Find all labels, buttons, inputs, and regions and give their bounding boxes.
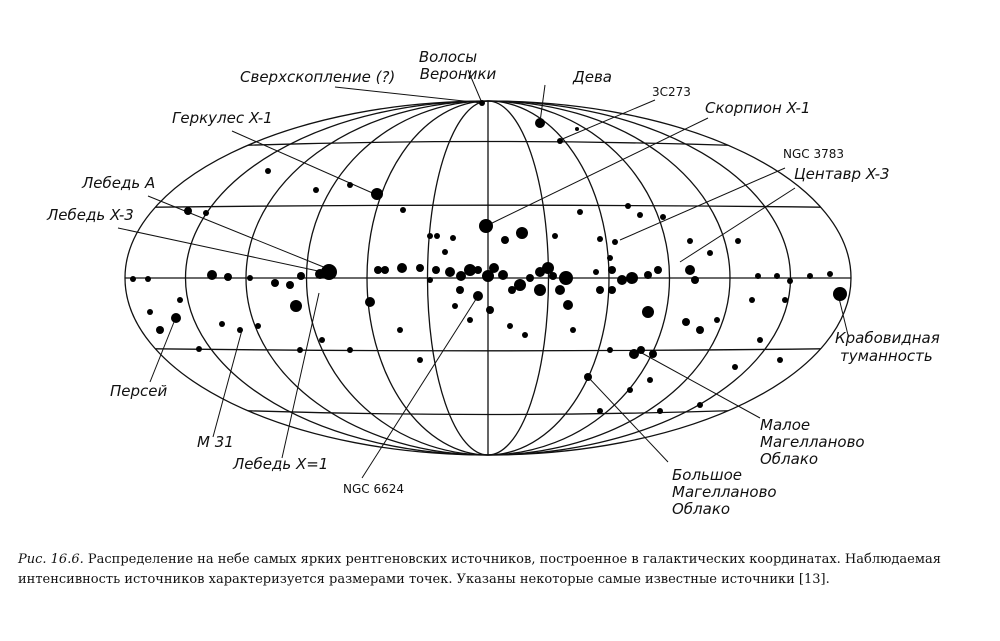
x-ray-source-dot: [549, 272, 557, 280]
x-ray-source-dot: [171, 313, 181, 323]
x-ray-source-dot: [749, 297, 755, 303]
x-ray-source-dot: [255, 323, 261, 329]
x-ray-source-dot: [313, 187, 319, 193]
x-ray-source-dot: [696, 326, 704, 334]
x-ray-source-dot: [833, 287, 847, 301]
x-ray-source-dot: [557, 138, 563, 144]
x-ray-source-dot: [427, 233, 433, 239]
x-ray-source-dot: [416, 264, 424, 272]
label-hair-line2: Вероники: [419, 65, 497, 83]
x-ray-source-dot: [782, 297, 788, 303]
x-ray-source-dot: [627, 387, 633, 393]
x-ray-source-dot: [224, 273, 232, 281]
x-ray-source-dot: [626, 272, 638, 284]
x-ray-source-dot: [685, 265, 695, 275]
x-ray-source-dot: [534, 284, 546, 296]
leader-line: [213, 330, 242, 437]
x-ray-source-dot: [777, 357, 783, 363]
x-ray-source-dot: [381, 266, 389, 274]
x-ray-source-dot: [827, 271, 833, 277]
x-ray-source-dot: [575, 127, 579, 131]
label-supercluster: Сверхскопление (?): [240, 68, 396, 86]
x-ray-source-dot: [130, 276, 136, 282]
x-ray-source-dot: [482, 270, 494, 282]
x-ray-source-dot: [774, 273, 780, 279]
x-ray-source-dot: [319, 337, 325, 343]
x-ray-source-dot: [535, 118, 545, 128]
x-ray-source-dot: [286, 281, 294, 289]
label-smc-line2: Магелланово: [760, 433, 865, 451]
x-ray-source-dot: [593, 269, 599, 275]
x-ray-source-dot: [649, 350, 657, 358]
x-ray-source-dot: [516, 227, 528, 239]
x-ray-source-dot: [660, 214, 666, 220]
label-crab-line2: туманность: [840, 347, 933, 365]
x-ray-source-dot: [196, 346, 202, 352]
x-ray-source-dot: [535, 267, 545, 277]
x-ray-source-dot: [707, 250, 713, 256]
x-ray-source-dot: [184, 207, 192, 215]
x-ray-source-dot: [597, 408, 603, 414]
x-ray-source-dot: [507, 323, 513, 329]
leader-line: [620, 168, 785, 240]
figure-caption: [18, 550, 983, 590]
x-ray-source-dot: [682, 318, 690, 326]
x-ray-source-dot: [732, 364, 738, 370]
label-smc-line1: Малое: [760, 416, 811, 434]
x-ray-source-dot: [203, 210, 209, 216]
x-ray-source-dot: [445, 267, 455, 277]
x-ray-source-dot: [526, 274, 534, 282]
x-ray-source-dot: [397, 263, 407, 273]
x-ray-source-dot: [247, 275, 253, 281]
label-lmc-line3: Облако: [672, 500, 731, 518]
x-ray-source-dot: [612, 239, 618, 245]
label-centaurus-x3: Центавр X-3: [794, 165, 890, 183]
label-ngc6624: NGC 6624: [343, 482, 405, 496]
x-ray-source-dot: [755, 273, 761, 279]
x-ray-source-dot: [570, 327, 576, 333]
x-ray-source-dot: [371, 188, 383, 200]
x-ray-source-dot: [697, 402, 703, 408]
x-ray-source-dot: [290, 300, 302, 312]
leader-line: [680, 188, 795, 262]
label-cygnus-x3: Лебедь X-3: [47, 206, 134, 224]
x-ray-source-dot: [608, 266, 616, 274]
label-crab-line1: Крабовидная: [835, 329, 940, 347]
x-ray-source-dot: [597, 236, 603, 242]
x-ray-source-dot: [714, 317, 720, 323]
x-ray-source-dot: [400, 207, 406, 213]
x-ray-source-dot: [456, 271, 466, 281]
label-cygnus-x1: Лебедь X=1: [233, 455, 329, 473]
x-ray-source-dot: [644, 271, 652, 279]
x-ray-source-dot: [486, 306, 494, 314]
x-ray-source-dot: [397, 327, 403, 333]
x-ray-source-dot: [467, 317, 473, 323]
leader-line: [640, 352, 760, 418]
label-hercules-x1: Геркулес X-1: [172, 109, 273, 127]
x-ray-source-dot: [456, 286, 464, 294]
x-ray-source-dot: [807, 273, 813, 279]
x-ray-source-dot: [522, 332, 528, 338]
x-ray-source-dot: [479, 219, 493, 233]
x-ray-source-dot: [297, 347, 303, 353]
x-ray-source-dot: [147, 309, 153, 315]
label-3c273: 3C273: [652, 85, 691, 99]
x-ray-source-dot: [691, 276, 699, 284]
x-ray-source-dot: [498, 270, 508, 280]
x-ray-source-dot: [654, 266, 662, 274]
x-ray-source-dot: [596, 286, 604, 294]
x-ray-source-dot: [145, 276, 151, 282]
x-ray-source-dot: [347, 347, 353, 353]
x-ray-source-dot: [757, 337, 763, 343]
label-cygnus-a: Лебедь А: [82, 174, 156, 192]
leader-line: [232, 131, 377, 195]
x-ray-source-dot: [374, 266, 382, 274]
caption-text: Распределение на небе самых ярких рентгеновских источников, построенное в галактических координатах. Наблюдаемая интенсивность источников характеризуется размерами точек. Указаны некоторые самые известные источники [13].: [18, 552, 941, 587]
x-ray-source-dot: [508, 286, 516, 294]
label-ngc3783: NGC 3783: [783, 147, 845, 161]
x-ray-source-dot: [657, 408, 663, 414]
x-ray-source-dot: [647, 377, 653, 383]
x-ray-source-dot: [642, 306, 654, 318]
x-ray-source-dot: [607, 255, 613, 261]
leader-line: [335, 87, 482, 103]
x-ray-source-dot: [617, 275, 627, 285]
x-ray-source-dot: [365, 297, 375, 307]
x-ray-source-dot: [474, 266, 482, 274]
x-ray-source-dot: [552, 233, 558, 239]
x-ray-source-dot: [442, 249, 448, 255]
x-ray-source-dot: [432, 266, 440, 274]
x-ray-source-dot: [735, 238, 741, 244]
x-ray-source-dot: [473, 291, 483, 301]
x-ray-source-dot: [452, 303, 458, 309]
x-ray-source-dot: [637, 346, 645, 354]
label-smc-line3: Облако: [760, 450, 819, 468]
label-perseus: Персей: [110, 382, 168, 400]
x-ray-source-dot: [687, 238, 693, 244]
x-ray-source-dot: [450, 235, 456, 241]
label-scorpius-x1: Скорпион X-1: [705, 99, 811, 117]
x-ray-source-dot: [434, 233, 440, 239]
label-lmc-line1: Большое: [672, 466, 743, 484]
x-ray-source-dot: [207, 270, 217, 280]
x-ray-source-dot: [555, 285, 565, 295]
x-ray-source-dot: [559, 271, 573, 285]
x-ray-source-dot: [237, 327, 243, 333]
x-ray-source-dot: [177, 297, 183, 303]
x-ray-source-dot: [265, 168, 271, 174]
label-lmc-line2: Магелланово: [672, 483, 777, 501]
x-ray-source-dot: [297, 272, 305, 280]
x-ray-source-dot: [315, 269, 325, 279]
leader-line: [118, 228, 332, 274]
x-ray-source-dot: [577, 209, 583, 215]
x-ray-source-dot: [347, 182, 353, 188]
figure-number: Рис. 16.6.: [18, 552, 84, 567]
x-ray-source-dot: [637, 212, 643, 218]
label-virgo: Дева: [573, 68, 612, 86]
x-ray-source-dot: [563, 300, 573, 310]
x-ray-source-dot: [219, 321, 225, 327]
x-ray-source-dot: [427, 277, 433, 283]
x-ray-source-dot: [479, 100, 485, 106]
x-ray-source-dot: [625, 203, 631, 209]
x-ray-source-dot: [271, 279, 279, 287]
x-ray-source-dot: [501, 236, 509, 244]
leader-line: [486, 118, 708, 226]
x-ray-source-dot: [787, 278, 793, 284]
label-hair-line1: Волосы: [418, 48, 478, 66]
label-m31: M 31: [197, 433, 234, 451]
x-ray-source-dot: [156, 326, 164, 334]
x-ray-source-dot: [584, 373, 592, 381]
x-ray-source-dot: [417, 357, 423, 363]
x-ray-source-dot: [607, 347, 613, 353]
x-ray-source-dot: [608, 286, 616, 294]
